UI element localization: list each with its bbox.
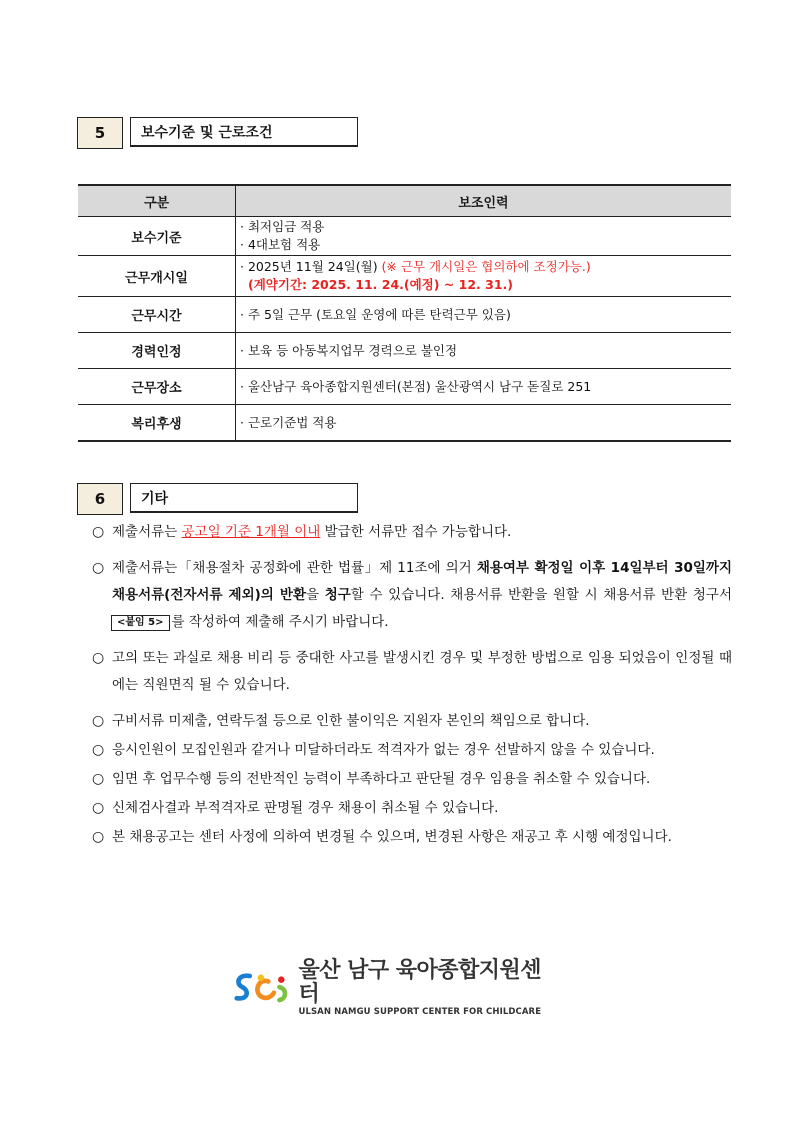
note-text: 신체검사결과 부적격자로 판명될 경우 채용이 취소될 수 있습니다. bbox=[112, 800, 499, 816]
logo-korean: 울산 남구 육아종합지원센터 bbox=[298, 957, 542, 1007]
list-item bbox=[92, 795, 732, 822]
section-number: 5 bbox=[77, 117, 123, 149]
note-segment: 를 작성하여 제출해 주시기 바랍니다. bbox=[171, 614, 389, 630]
row-value bbox=[236, 217, 732, 256]
section-6-header bbox=[77, 483, 358, 515]
row-value: · 보육 등 아동복지업무 경력으로 불인정 bbox=[236, 333, 732, 369]
list-item bbox=[92, 708, 732, 735]
note-segment: 제출서류는 bbox=[112, 524, 182, 540]
row-value bbox=[236, 256, 732, 297]
logo-english: ULSAN NAMGU SUPPORT CENTER FOR CHILDCARE bbox=[298, 1006, 542, 1017]
table-row bbox=[78, 333, 731, 369]
center-logo bbox=[233, 957, 543, 1017]
table-row bbox=[78, 369, 731, 405]
note-segment: 발급한 서류만 접수 가능합니다. bbox=[320, 524, 512, 540]
note-text: 고의 또는 과실로 채용 비리 등 중대한 사고를 발생시킨 경우 및 부정한 방법으로 임용 되었음이 인정될 때에는 직원면직 될 수 있습니다. bbox=[112, 650, 732, 693]
note-bold: 채용여부 확정일 이후 14일부터 30일까지 채용서류(전자서류 제외)의 반환 bbox=[112, 560, 732, 603]
circle-bullet-icon: ○ bbox=[92, 829, 105, 845]
note-segment: 을 bbox=[306, 587, 325, 603]
row-value: · 주 5일 근무 (토요일 운영에 따른 탄력근무 있음) bbox=[236, 297, 732, 333]
table-row bbox=[78, 297, 731, 333]
note-text bbox=[112, 555, 732, 636]
conditions-table bbox=[78, 184, 731, 442]
notes-list bbox=[92, 519, 732, 860]
note-segment: 제출서류는「채용절차 공정화에 관한 법률」제 11조에 의거 bbox=[112, 560, 477, 576]
list-item bbox=[92, 824, 732, 851]
section-title: 보수기준 및 근로조건 bbox=[130, 117, 358, 147]
note-text: 구비서류 미제출, 연락두절 등으로 인한 불이익은 지원자 본인의 책임으로 합니다. bbox=[112, 713, 590, 729]
row-label: 복리후생 bbox=[78, 405, 236, 442]
note-text: 응시인원이 모집인원과 같거나 미달하더라도 적격자가 없는 경우 선발하지 않을 수 있습니다. bbox=[112, 742, 655, 758]
circle-bullet-icon: ○ bbox=[92, 650, 105, 666]
row-label: 근무시간 bbox=[78, 297, 236, 333]
circle-bullet-icon: ○ bbox=[92, 771, 105, 787]
row-label: 경력인정 bbox=[78, 333, 236, 369]
circle-bullet-icon: ○ bbox=[92, 713, 105, 729]
start-date-note: (※ 근무 개시일은 협의하에 조정가능.) bbox=[377, 259, 591, 274]
section-5-header bbox=[77, 117, 358, 149]
center-logo-icon bbox=[233, 969, 292, 1007]
section-title: 기타 bbox=[130, 483, 358, 513]
row-label: 근무개시일 bbox=[78, 256, 236, 297]
list-item bbox=[92, 555, 732, 636]
list-item bbox=[92, 519, 732, 546]
table-header-row bbox=[78, 185, 731, 217]
list-item bbox=[92, 645, 732, 699]
row-value-line: · 4대보험 적용 bbox=[240, 237, 321, 252]
start-date: · 2025년 11월 24일(월) bbox=[240, 259, 378, 274]
table-row bbox=[78, 256, 731, 297]
table-row bbox=[78, 405, 731, 442]
note-text: 임면 후 업무수행 등의 전반적인 능력이 부족하다고 판단될 경우 임용을 취소할 수 있습니다. bbox=[112, 771, 651, 787]
attachment-tag: <붙임 5> bbox=[111, 615, 170, 631]
logo-text bbox=[298, 959, 543, 1018]
row-value-line: · 최저임금 적용 bbox=[240, 219, 325, 234]
row-label: 근무장소 bbox=[78, 369, 236, 405]
table-row bbox=[78, 217, 731, 256]
circle-bullet-icon: ○ bbox=[92, 560, 105, 576]
row-value-line bbox=[240, 258, 731, 276]
section-number: 6 bbox=[77, 483, 123, 515]
note-bold: 청구 bbox=[324, 587, 351, 603]
table-header: 구분 bbox=[78, 185, 236, 217]
deadline-highlight: 공고일 기준 1개월 이내 bbox=[181, 524, 321, 540]
contract-period: (계약기간: 2025. 11. 24.(예정) ~ 12. 31.) bbox=[248, 277, 513, 292]
circle-bullet-icon: ○ bbox=[92, 800, 105, 816]
row-value: · 울산남구 육아종합지원센터(본점) 울산광역시 남구 돋질로 251 bbox=[236, 369, 732, 405]
circle-bullet-icon: ○ bbox=[92, 524, 105, 540]
row-value: · 근로기준법 적용 bbox=[236, 405, 732, 442]
list-item bbox=[92, 766, 732, 793]
circle-bullet-icon: ○ bbox=[92, 742, 105, 758]
row-label: 보수기준 bbox=[78, 217, 236, 256]
note-text: 본 채용공고는 센터 사정에 의하여 변경될 수 있으며, 변경된 사항은 재공고 후 시행 예정입니다. bbox=[112, 829, 672, 845]
note-segment: 할 수 있습니다. 채용서류 반환을 원할 시 채용서류 반환 청구서 bbox=[350, 587, 732, 603]
note-text bbox=[112, 519, 732, 546]
table-header: 보조인력 bbox=[236, 185, 732, 217]
list-item bbox=[92, 737, 732, 764]
